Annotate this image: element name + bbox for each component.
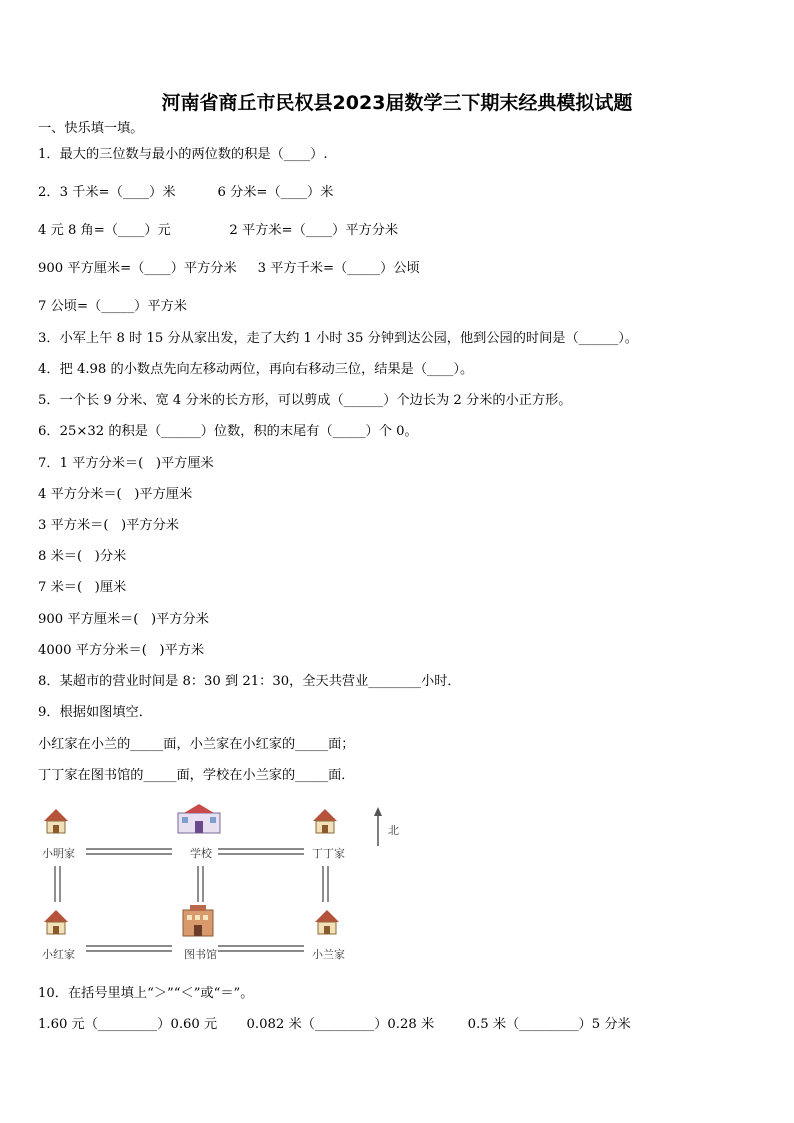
question-7-line-6: 900 平方厘米＝( )平方分米 (38, 612, 209, 627)
question-9-line-2: 丁丁家在图书馆的_____面，学校在小兰家的_____面． (38, 768, 355, 783)
page-title: 河南省商丘市民权县2023届数学三下期末经典模拟试题 (161, 92, 633, 114)
question-4: 4．把 4.98 的小数点先向左移动两位，再向右移动三位，结果是（____）。 (38, 362, 474, 377)
xiaohong-house-icon (43, 908, 69, 936)
question-9: 9．根据如图填空． (38, 705, 152, 720)
question-7-line-7: 4000 平方分米＝( )平方米 (38, 643, 205, 658)
question-6: 6．25×32 的积是（______）位数，积的末尾有（_____）个 0。 (38, 424, 418, 439)
question-5: 5．一个长 9 分米、宽 4 分米的长方形，可以剪成（______）个边长为 2 分米的小正方形。 (38, 393, 572, 408)
label-xiaoming-home: 小明家 (42, 847, 75, 860)
question-2-line-3: 900 平方厘米=（____）平方分米 3 平方千米=（_____）公顷 (38, 261, 420, 276)
xiaoming-house-icon (43, 807, 69, 835)
question-10: 10．在括号里填上“＞”“＜”或“＝”。 (38, 986, 254, 1001)
label-library: 图书馆 (184, 948, 217, 961)
question-9-line-1: 小红家在小兰的_____面，小兰家在小红家的_____面； (38, 737, 355, 752)
question-2-line-1: 2．3 千米=（____）米 6 分米=（____）米 (38, 185, 334, 200)
question-2-line-2: 4 元 8 角=（____）元 2 平方米=（____）平方分米 (38, 223, 399, 238)
question-2-line-4: 7 公顷=（_____）平方米 (38, 299, 187, 314)
question-7-line-4: 8 米＝( )分米 (38, 549, 127, 564)
label-dingding-home: 丁丁家 (312, 847, 345, 860)
question-10-line-1: 1.60 元（_________）0.60 元 0.082 米（_________）0.28 米 0.5 米（_________）5 分米 (38, 1017, 631, 1032)
label-school: 学校 (190, 847, 212, 860)
section-heading: 一、快乐填一填。 (38, 121, 144, 136)
direction-map (30, 798, 410, 970)
label-north: 北 (388, 824, 399, 837)
question-3: 3．小军上午 8 时 15 分从家出发，走了大约 1 小时 35 分钟到达公园，他到公园的时间是（______）。 (38, 331, 638, 346)
xiaolan-house-icon (314, 908, 340, 936)
question-7-line-1: 7．1 平方分米＝( )平方厘米 (38, 456, 214, 471)
school-building-icon (176, 803, 222, 835)
label-xiaohong-home: 小红家 (42, 948, 75, 961)
dingding-house-icon (312, 807, 338, 835)
question-7-line-5: 7 米＝( )厘米 (38, 580, 127, 595)
question-8: 8．某超市的营业时间是 8：30 到 21：30，全天共营业________小时． (38, 674, 461, 689)
question-7-line-3: 3 平方米＝( )平方分米 (38, 518, 179, 533)
question-7-line-2: 4 平方分米＝( )平方厘米 (38, 487, 193, 502)
library-building-icon (180, 904, 216, 938)
north-arrow-icon (374, 807, 382, 846)
label-xiaolan-home: 小兰家 (312, 948, 345, 961)
question-1: 1．最大的三位数与最小的两位数的积是（____）. (38, 147, 328, 162)
